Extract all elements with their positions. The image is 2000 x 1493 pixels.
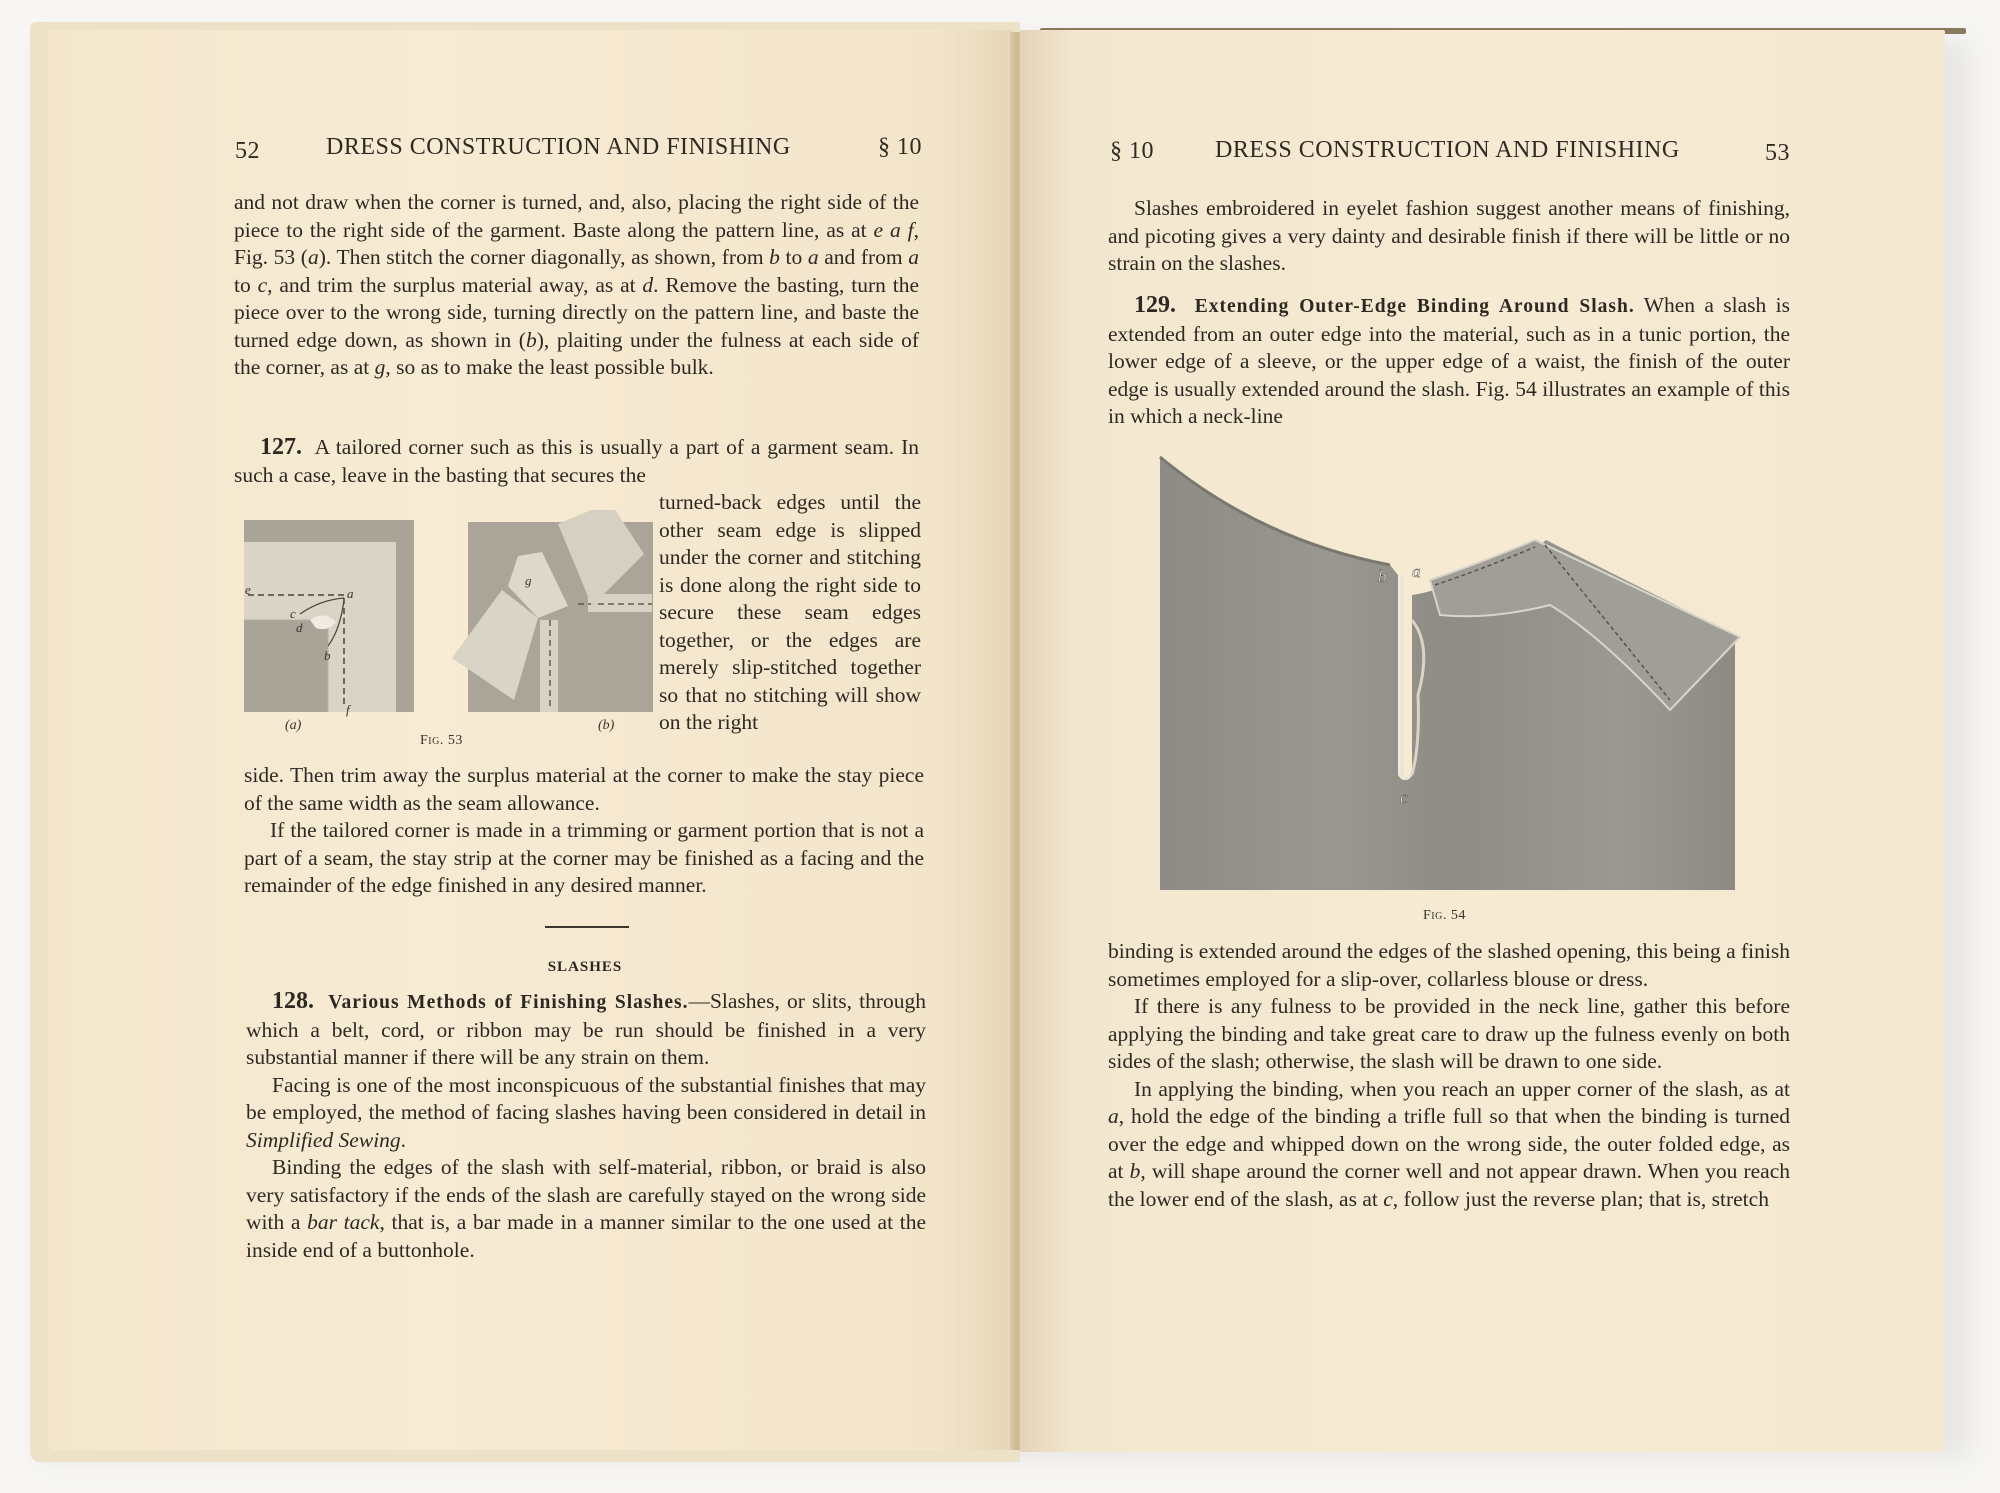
section-divider (545, 926, 629, 928)
paragraph-129-body: When a slash is extended from an outer edge into the material, such as in a tunic portion, the lower edge of a sleeve, or the upper edge of a waist, the finish of the outer edge is usually extended around the slash. Fig. 54 illustrates an example of this in which a neck-line (1108, 293, 1791, 428)
figure-53-caption: Fig. 53 (420, 733, 463, 748)
right-section-mark: § 10 (1110, 138, 1154, 164)
italic-letter-reference: d (642, 272, 654, 297)
paragraph-128-body: —Slashes, or slits, through which a belt, cord, or ribbon may be run should be finished in a very substantial manner if there will be any strain on them. (246, 989, 927, 1069)
paragraph-127-wrapped (659, 489, 921, 737)
italic-letter-reference: a (807, 245, 819, 269)
figure-53-panel-a (244, 520, 414, 717)
reference-simplified-sewing: Simplified Sewing (246, 1127, 401, 1152)
paragraph-128 (246, 988, 926, 1264)
figure-53 (240, 510, 660, 750)
term-bar-tack: bar tack (307, 1210, 380, 1234)
paragraph-127-wrapped-text: turned-back edges until the other seam edge is slipped under the corner and stitching is done along the right side to secure these seam edges together, or the edges are merely slip-stitched together so that no stitching will show on the right (659, 490, 921, 734)
label-g: g (525, 573, 532, 588)
right-running-title: DRESS CONSTRUCTION AND FINISHING (1215, 137, 1680, 163)
paragraph-129 (1108, 292, 1790, 431)
figure-53-panel-b-label: (b) (598, 718, 615, 733)
label-c: c (290, 606, 296, 621)
italic-letter-reference: g (374, 355, 386, 379)
facing-text: Facing is one of the most inconspicuous of the substantial finishes that may be employed, the method of facing slashes having been considered in detail in (246, 1072, 926, 1124)
label-f: f (346, 702, 350, 717)
paragraph-number: 129. (1134, 292, 1176, 318)
paragraph-127-continuation-text: side. Then trim away the surplus material at the corner to make the stay piece of the same width as the seam allowance. (244, 763, 924, 815)
label-b: b (324, 648, 331, 663)
italic-letter-reference: a (908, 245, 919, 269)
label-a: a (1412, 562, 1421, 581)
section-heading-slashes: SLASHES (547, 959, 623, 975)
applying-binding-text: In applying the binding, when you reach an upper corner of the slash, as at a, hold the edge of the binding a trifle full so that when the binding is turned over the edge and whipped down on the wrong side, the outer folded edge, as at b, will shape around the corner well and not appear drawn. When you reach the lower end of the slash, as at c, follow just the reverse plan; that is, stretch (1108, 1076, 1790, 1211)
paragraph-127-lead: A tailored corner such as this is usually a part of a garment seam. In such a case, leave in the basting that secures the (234, 435, 919, 487)
paragraph-127-continuation (244, 762, 924, 900)
left-opening-paragraph (234, 189, 919, 382)
left-page-number: 52 (235, 138, 260, 164)
figure-54 (1150, 445, 1750, 895)
paragraph-number: 127. (260, 434, 302, 460)
italic-letter-reference: b (1129, 1159, 1141, 1183)
binding-text-end: , that is, a bar made in a manner similar to the one used at the inside end of a buttonhole. (246, 1210, 926, 1262)
facing-text-end: . (400, 1127, 407, 1152)
italic-letter-reference: a (1108, 1104, 1119, 1128)
after-figure-text: binding is extended around the edges of the slashed opening, this being a finish sometimes employed for a slip-over, collarless blouse or dress. (1108, 939, 1790, 991)
paragraph-129-continued (1108, 938, 1790, 1213)
paragraph-127-second-text: If the tailored corner is made in a trimming or garment portion that is not a part of a seam, the stay strip at the corner may be finished as a facing and the remainder of the edge finished in any desired manner. (244, 818, 924, 897)
paragraph-127 (234, 434, 919, 489)
italic-letter-reference: a (307, 245, 319, 269)
italic-letter-reference: b (769, 245, 780, 269)
italic-letter-reference: e a f (873, 217, 914, 242)
fulness-text: If there is any fulness to be provided in the neck line, gather this before applying the binding and take great care to draw up the fulness evenly on both sides of the slash; otherwise, the slash will be drawn to one side. (1108, 994, 1790, 1073)
label-a: a (347, 586, 354, 601)
paragraph-128-title: Various Methods of Finishing Slashes. (328, 992, 689, 1013)
eyelet-paragraph-text: Slashes embroidered in eyelet fashion suggest another means of finishing, and picoting gives a very dainty and desirable finish if there will be little or no strain on the slashes. (1108, 196, 1790, 275)
left-running-title: DRESS CONSTRUCTION AND FINISHING (326, 134, 791, 160)
label-c: c (1400, 788, 1408, 807)
italic-letter-reference: b (525, 327, 537, 352)
italic-letter-reference: c (1383, 1186, 1393, 1211)
label-b: b (1378, 567, 1387, 586)
label-d: d (296, 620, 303, 635)
figure-53-panel-a-label: (a) (285, 718, 302, 733)
figure-54-caption: Fig. 54 (1423, 908, 1466, 923)
binding-text: Binding the edges of the slash with self-material, ribbon, or braid is also very satisfactory if the ends of the slash are carefully stayed on the wrong side with a (246, 1155, 926, 1234)
right-page-number: 53 (1765, 140, 1790, 166)
figure-53-panel-b (452, 510, 653, 712)
eyelet-paragraph (1108, 195, 1790, 278)
opening-paragraph-text: and not draw when the corner is turned, and, also, placing the right side of the piece to the right side of the garment. Baste along the pattern line, as at e a f, Fig. 53 (a). Then stitch the corner diagonally, as shown, from b to a and from a to c, and trim the surplus material away, as at d. Remove the basting, turn the piece over to the wrong side, turning directly on the pattern line, and baste the turned edge down, as shown in (b), plaiting under the fulness at each side of the corner, as at g, so as to make the least possible bulk. (234, 190, 919, 379)
italic-letter-reference: c (257, 272, 268, 297)
label-e: e (245, 582, 251, 597)
paragraph-129-title: Extending Outer-Edge Binding Around Slash. (1194, 296, 1635, 317)
left-section-mark: § 10 (878, 134, 922, 160)
paragraph-number: 128. (272, 988, 314, 1014)
